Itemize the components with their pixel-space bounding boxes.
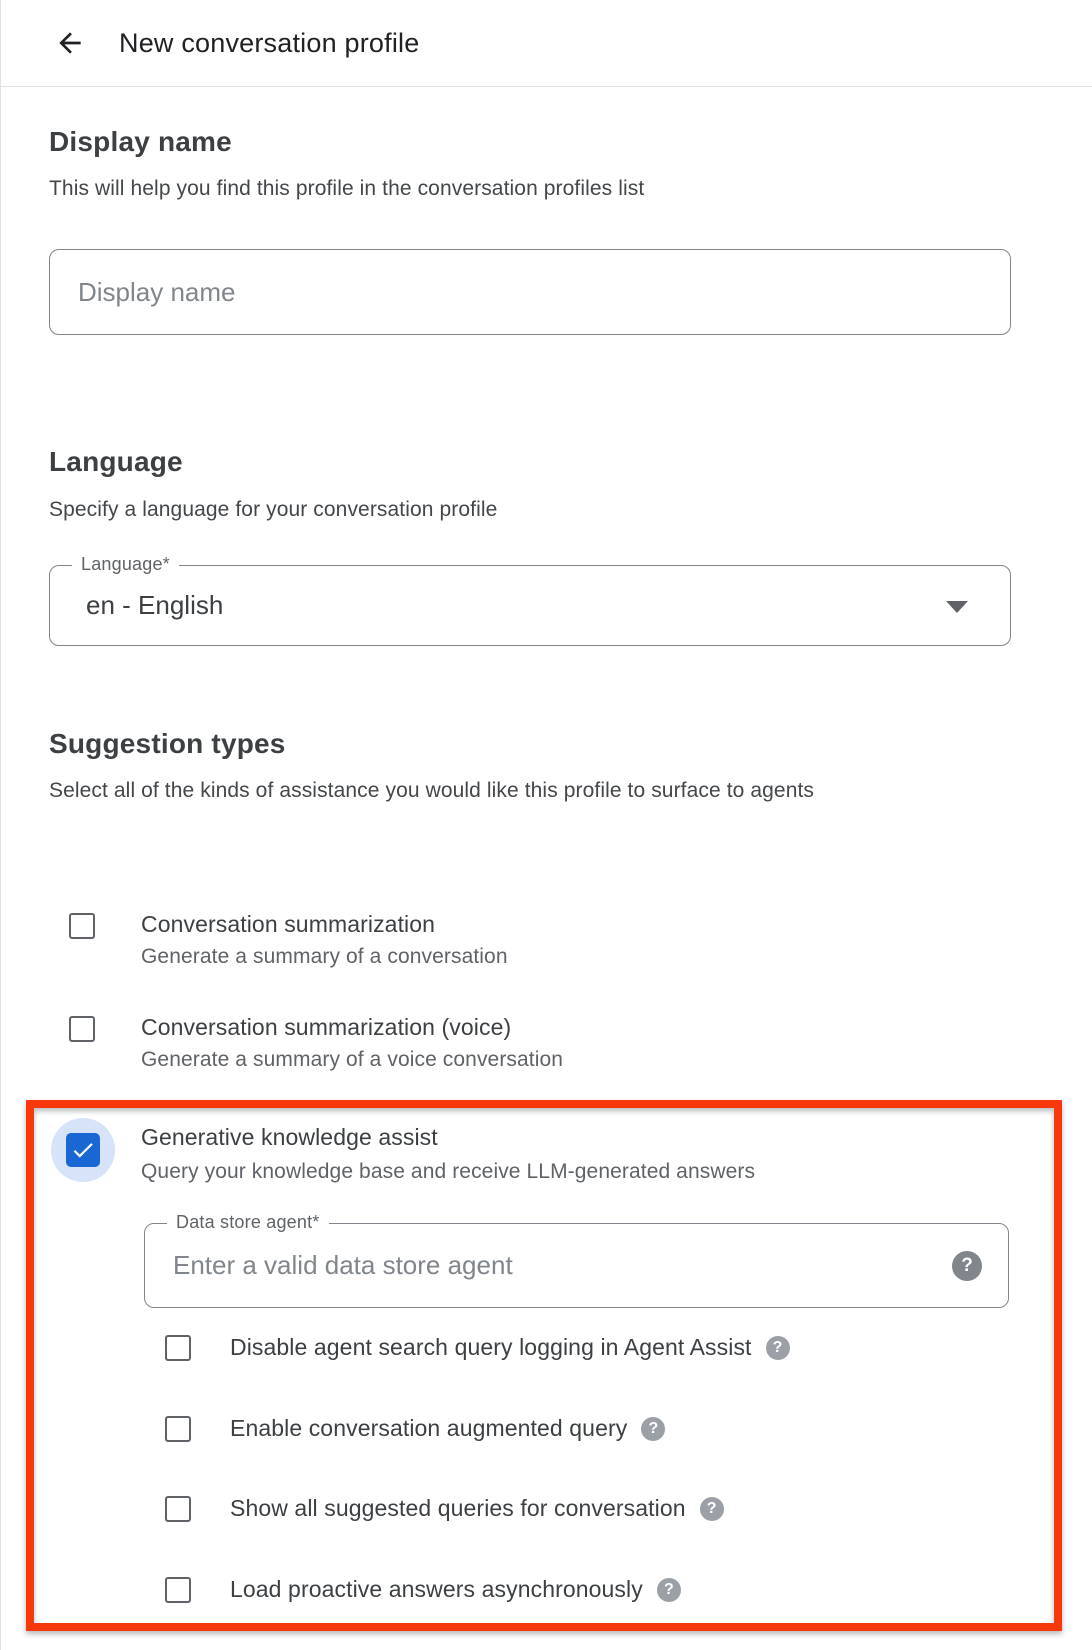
option-label: Conversation summarization <box>141 911 436 937</box>
option-description: Generate a summary of a conversation <box>141 945 508 968</box>
help-icon[interactable]: ? <box>700 1497 724 1521</box>
help-icon[interactable]: ? <box>657 1578 681 1602</box>
display-name-description: This will help you find this profile in the conversation profiles list <box>49 177 645 200</box>
checkbox-disable-agent-search-query-logging[interactable] <box>165 1335 191 1361</box>
sub-option-row <box>165 1576 681 1603</box>
data-store-agent-field-label: Data store agent* <box>167 1212 329 1233</box>
data-store-agent-input[interactable] <box>145 1224 1008 1307</box>
sub-option-row <box>165 1415 665 1442</box>
option-label: Conversation summarization (voice) <box>141 1014 512 1040</box>
sub-option-row <box>165 1495 724 1522</box>
language-description: Specify a language for your conversation profile <box>49 498 498 521</box>
option-description: Generate a summary of a voice conversation <box>141 1048 564 1071</box>
checkbox-enable-conversation-augmented-query[interactable] <box>165 1416 191 1442</box>
checkbox-load-proactive-answers[interactable] <box>165 1577 191 1603</box>
help-icon[interactable]: ? <box>766 1336 790 1360</box>
sub-option-label: Disable agent search query logging in Agent Assist <box>230 1334 752 1360</box>
checkmark-icon <box>70 1137 96 1163</box>
checkbox-conversation-summarization-voice[interactable] <box>69 1016 95 1042</box>
back-button[interactable] <box>53 26 87 60</box>
language-heading: Language <box>49 446 183 477</box>
checkbox-show-all-suggested-queries[interactable] <box>165 1496 191 1522</box>
page-title: New conversation profile <box>119 27 420 58</box>
language-field-label: Language* <box>72 554 179 575</box>
option-label: Generative knowledge assist <box>141 1124 438 1150</box>
arrow-left-icon <box>54 27 86 59</box>
caret-down-icon <box>946 601 968 613</box>
checkbox-generative-knowledge-assist[interactable] <box>66 1133 100 1167</box>
data-store-agent-field <box>144 1212 1009 1308</box>
display-name-heading: Display name <box>49 126 232 157</box>
sub-option-row <box>165 1334 790 1361</box>
display-name-input[interactable] <box>50 250 1010 334</box>
page-header <box>1 0 1092 87</box>
display-name-field <box>49 249 1011 335</box>
sub-option-label: Enable conversation augmented query <box>230 1415 628 1441</box>
help-icon[interactable]: ? <box>952 1251 982 1281</box>
sub-option-label: Load proactive answers asynchronously <box>230 1576 643 1602</box>
help-icon[interactable]: ? <box>641 1417 665 1441</box>
checkbox-conversation-summarization[interactable] <box>69 913 95 939</box>
suggestion-types-heading: Suggestion types <box>49 728 286 759</box>
language-selected-value: en - English <box>86 590 224 620</box>
option-description: Query your knowledge base and receive LLM-generated answers <box>141 1160 756 1183</box>
sub-option-label: Show all suggested queries for conversation <box>230 1495 686 1521</box>
suggestion-types-description: Select all of the kinds of assistance you would like this profile to surface to agents <box>49 779 815 802</box>
language-select[interactable] <box>49 554 1011 646</box>
